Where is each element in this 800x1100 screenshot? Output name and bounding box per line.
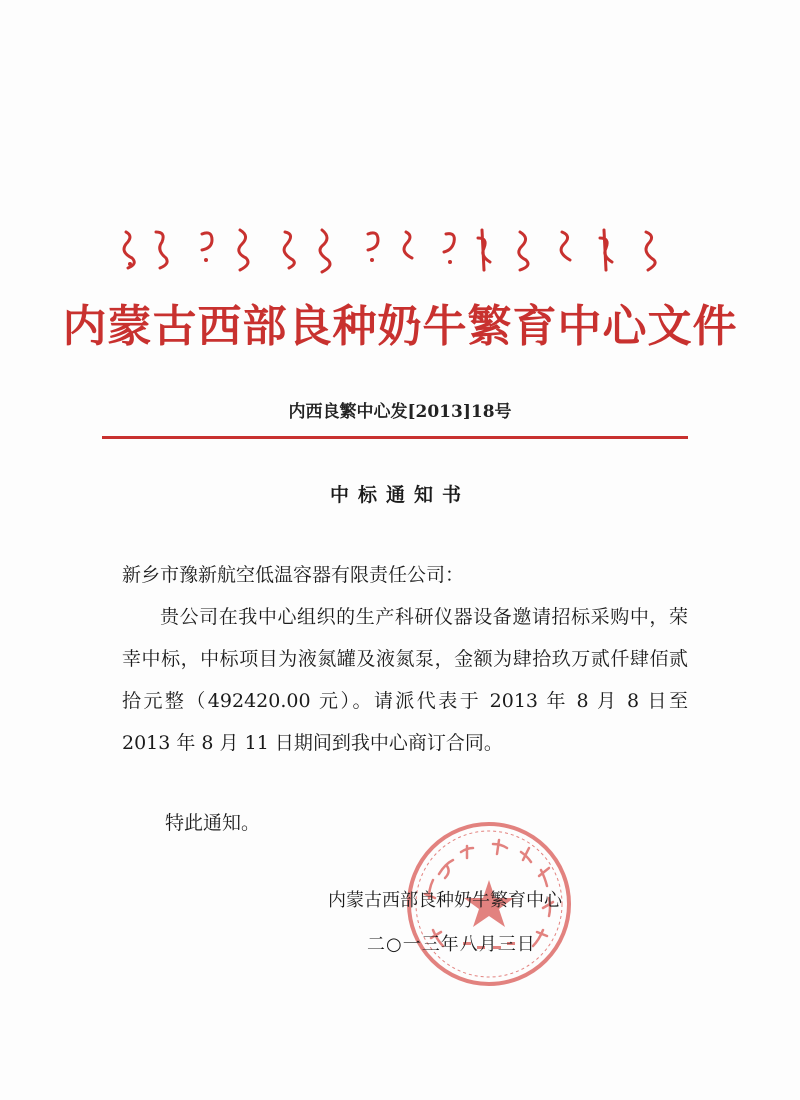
signature-date: 二○一三年八月三日 bbox=[367, 934, 536, 955]
document-number: 内西良繁中心发[2013]18号 bbox=[288, 402, 512, 422]
notice-body: 贵公司在我中心组织的生产科研仪器设备邀请招标采购中，荣幸中标，中标项目为液氮罐及液氮泵，金额为肆拾玖万贰仟肆佰贰拾元整（492420.00 元）。请派代表于 2013 年 8 月 8 日至 2013 年 8 月 11 日期间到我中心商订合同。 bbox=[122, 606, 688, 754]
notice-title: 中标通知书 bbox=[329, 484, 470, 506]
red-divider bbox=[102, 436, 688, 439]
mongolian-script-heading bbox=[110, 220, 690, 280]
issuer-title: 内蒙古西部良种奶牛繁育中心文件 bbox=[62, 301, 738, 352]
signature-organization: 内蒙古西部良种奶牛繁育中心 bbox=[328, 890, 562, 911]
closing-line: 特此通知。 bbox=[165, 812, 261, 834]
recipient-line: 新乡市豫新航空低温容器有限责任公司： bbox=[122, 564, 465, 586]
